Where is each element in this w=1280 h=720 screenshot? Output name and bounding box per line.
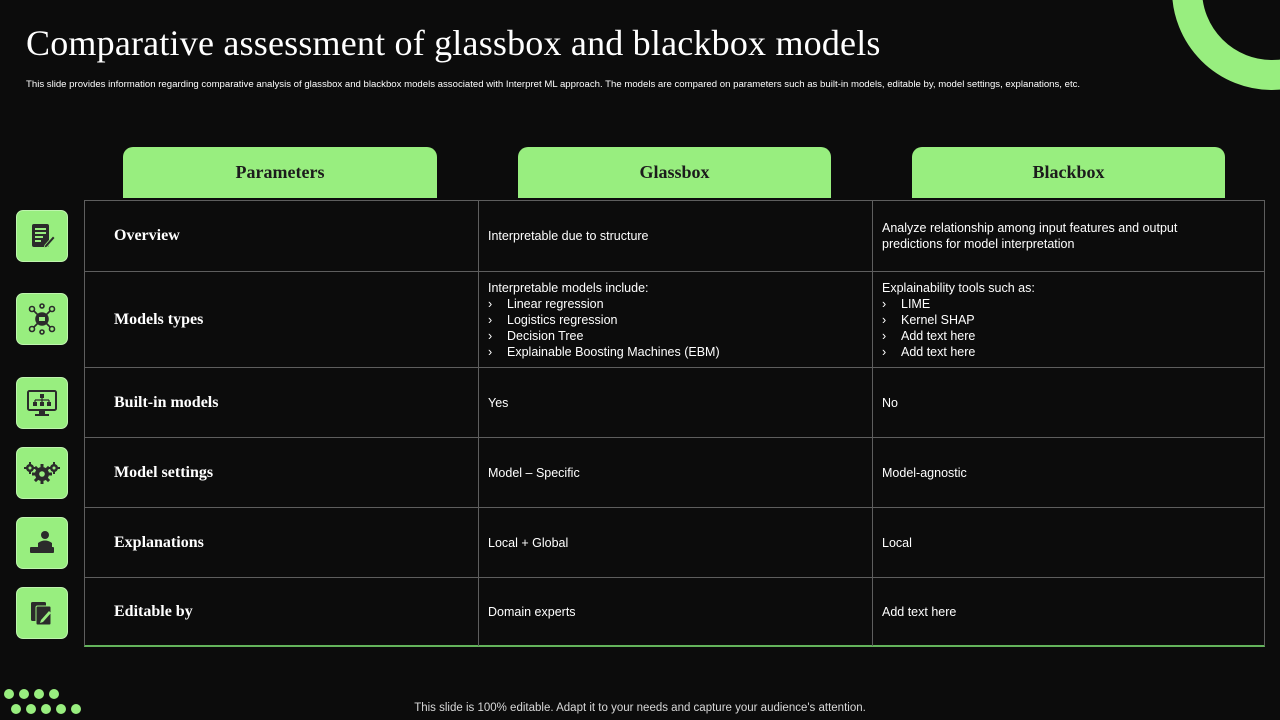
param-label: Models types bbox=[114, 310, 204, 328]
header-parameters: Parameters bbox=[123, 147, 437, 198]
list-item-text: Kernel SHAP bbox=[901, 312, 975, 327]
list-item bbox=[882, 344, 1226, 360]
table-row-built-in-models bbox=[85, 367, 1264, 437]
param-label: Overview bbox=[114, 227, 180, 244]
list-item bbox=[488, 344, 872, 360]
bullet-mark: › bbox=[882, 328, 887, 343]
blackbox-cell: Analyze relationship among input features and output predictions for model interpretation bbox=[872, 201, 1266, 271]
blackbox-intro: Explainability tools such as: bbox=[882, 280, 1035, 295]
list-item-text: LIME bbox=[901, 296, 931, 311]
blackbox-cell: No bbox=[872, 368, 1266, 437]
table-row-model-settings bbox=[85, 437, 1264, 507]
table-row-overview bbox=[85, 201, 1264, 271]
list-item bbox=[882, 296, 1226, 312]
table-row-explanations bbox=[85, 507, 1264, 577]
header-blackbox: Blackbox bbox=[912, 147, 1225, 198]
list-item bbox=[488, 296, 872, 312]
header-glassbox: Glassbox bbox=[518, 147, 831, 198]
param-label: Model settings bbox=[114, 463, 214, 481]
blackbox-cell bbox=[872, 272, 1266, 367]
presenter-icon bbox=[16, 517, 68, 569]
glassbox-cell: Model – Specific bbox=[478, 438, 872, 507]
bullet-mark: › bbox=[882, 344, 887, 359]
blackbox-cell: Add text here bbox=[872, 578, 1266, 646]
glassbox-cell: Local + Global bbox=[478, 508, 872, 577]
document-edit-icon bbox=[16, 210, 68, 262]
table-row-models-types bbox=[85, 271, 1264, 367]
bullet-mark: › bbox=[488, 312, 493, 327]
bullet-mark: › bbox=[882, 312, 887, 327]
list-item bbox=[882, 312, 1226, 328]
slide-title: Comparative assessment of glassbox and blackbox models bbox=[26, 23, 881, 63]
table-row-editable-by bbox=[85, 577, 1264, 646]
blackbox-cell: Local bbox=[872, 508, 1266, 577]
list-item-text: Decision Tree bbox=[507, 328, 584, 343]
list-item-text: Explainable Boosting Machines (EBM) bbox=[507, 344, 720, 359]
bullet-mark: › bbox=[882, 296, 887, 311]
glassbox-cell: Interpretable due to structure bbox=[478, 201, 872, 271]
decorative-corner-ring bbox=[1172, 0, 1280, 90]
list-item bbox=[488, 312, 872, 328]
list-item-text: Logistics regression bbox=[507, 312, 618, 327]
list-item bbox=[882, 328, 1226, 344]
param-label: Built-in models bbox=[114, 393, 219, 411]
org-chart-monitor-icon bbox=[16, 377, 68, 429]
gears-icon bbox=[16, 447, 68, 499]
glassbox-intro: Interpretable models include: bbox=[488, 280, 649, 295]
glassbox-cell: Yes bbox=[478, 368, 872, 437]
bullet-mark: › bbox=[488, 344, 493, 359]
bullet-mark: › bbox=[488, 296, 493, 311]
network-icon bbox=[16, 293, 68, 345]
glassbox-cell: Domain experts bbox=[478, 578, 872, 646]
glassbox-cell bbox=[478, 272, 872, 367]
slide-footer: This slide is 100% editable. Adapt it to your needs and capture your audience's attention. bbox=[414, 702, 866, 714]
blackbox-cell: Model-agnostic bbox=[872, 438, 1266, 507]
slide-subtitle: This slide provides information regarding comparative analysis of glassbox and blackbox models associated with Interpret ML approach. The models are compared on parameters such as built-in models, editable by, model settings, explanations, etc. bbox=[26, 79, 1081, 90]
bullet-mark: › bbox=[488, 328, 493, 343]
list-item-text: Add text here bbox=[901, 328, 976, 343]
param-label: Explanations bbox=[114, 533, 204, 551]
comparison-table bbox=[84, 200, 1265, 647]
list-item bbox=[488, 328, 872, 344]
documents-edit-icon bbox=[16, 587, 68, 639]
list-item-text: Linear regression bbox=[507, 296, 604, 311]
list-item-text: Add text here bbox=[901, 344, 976, 359]
param-label: Editable by bbox=[114, 603, 193, 620]
